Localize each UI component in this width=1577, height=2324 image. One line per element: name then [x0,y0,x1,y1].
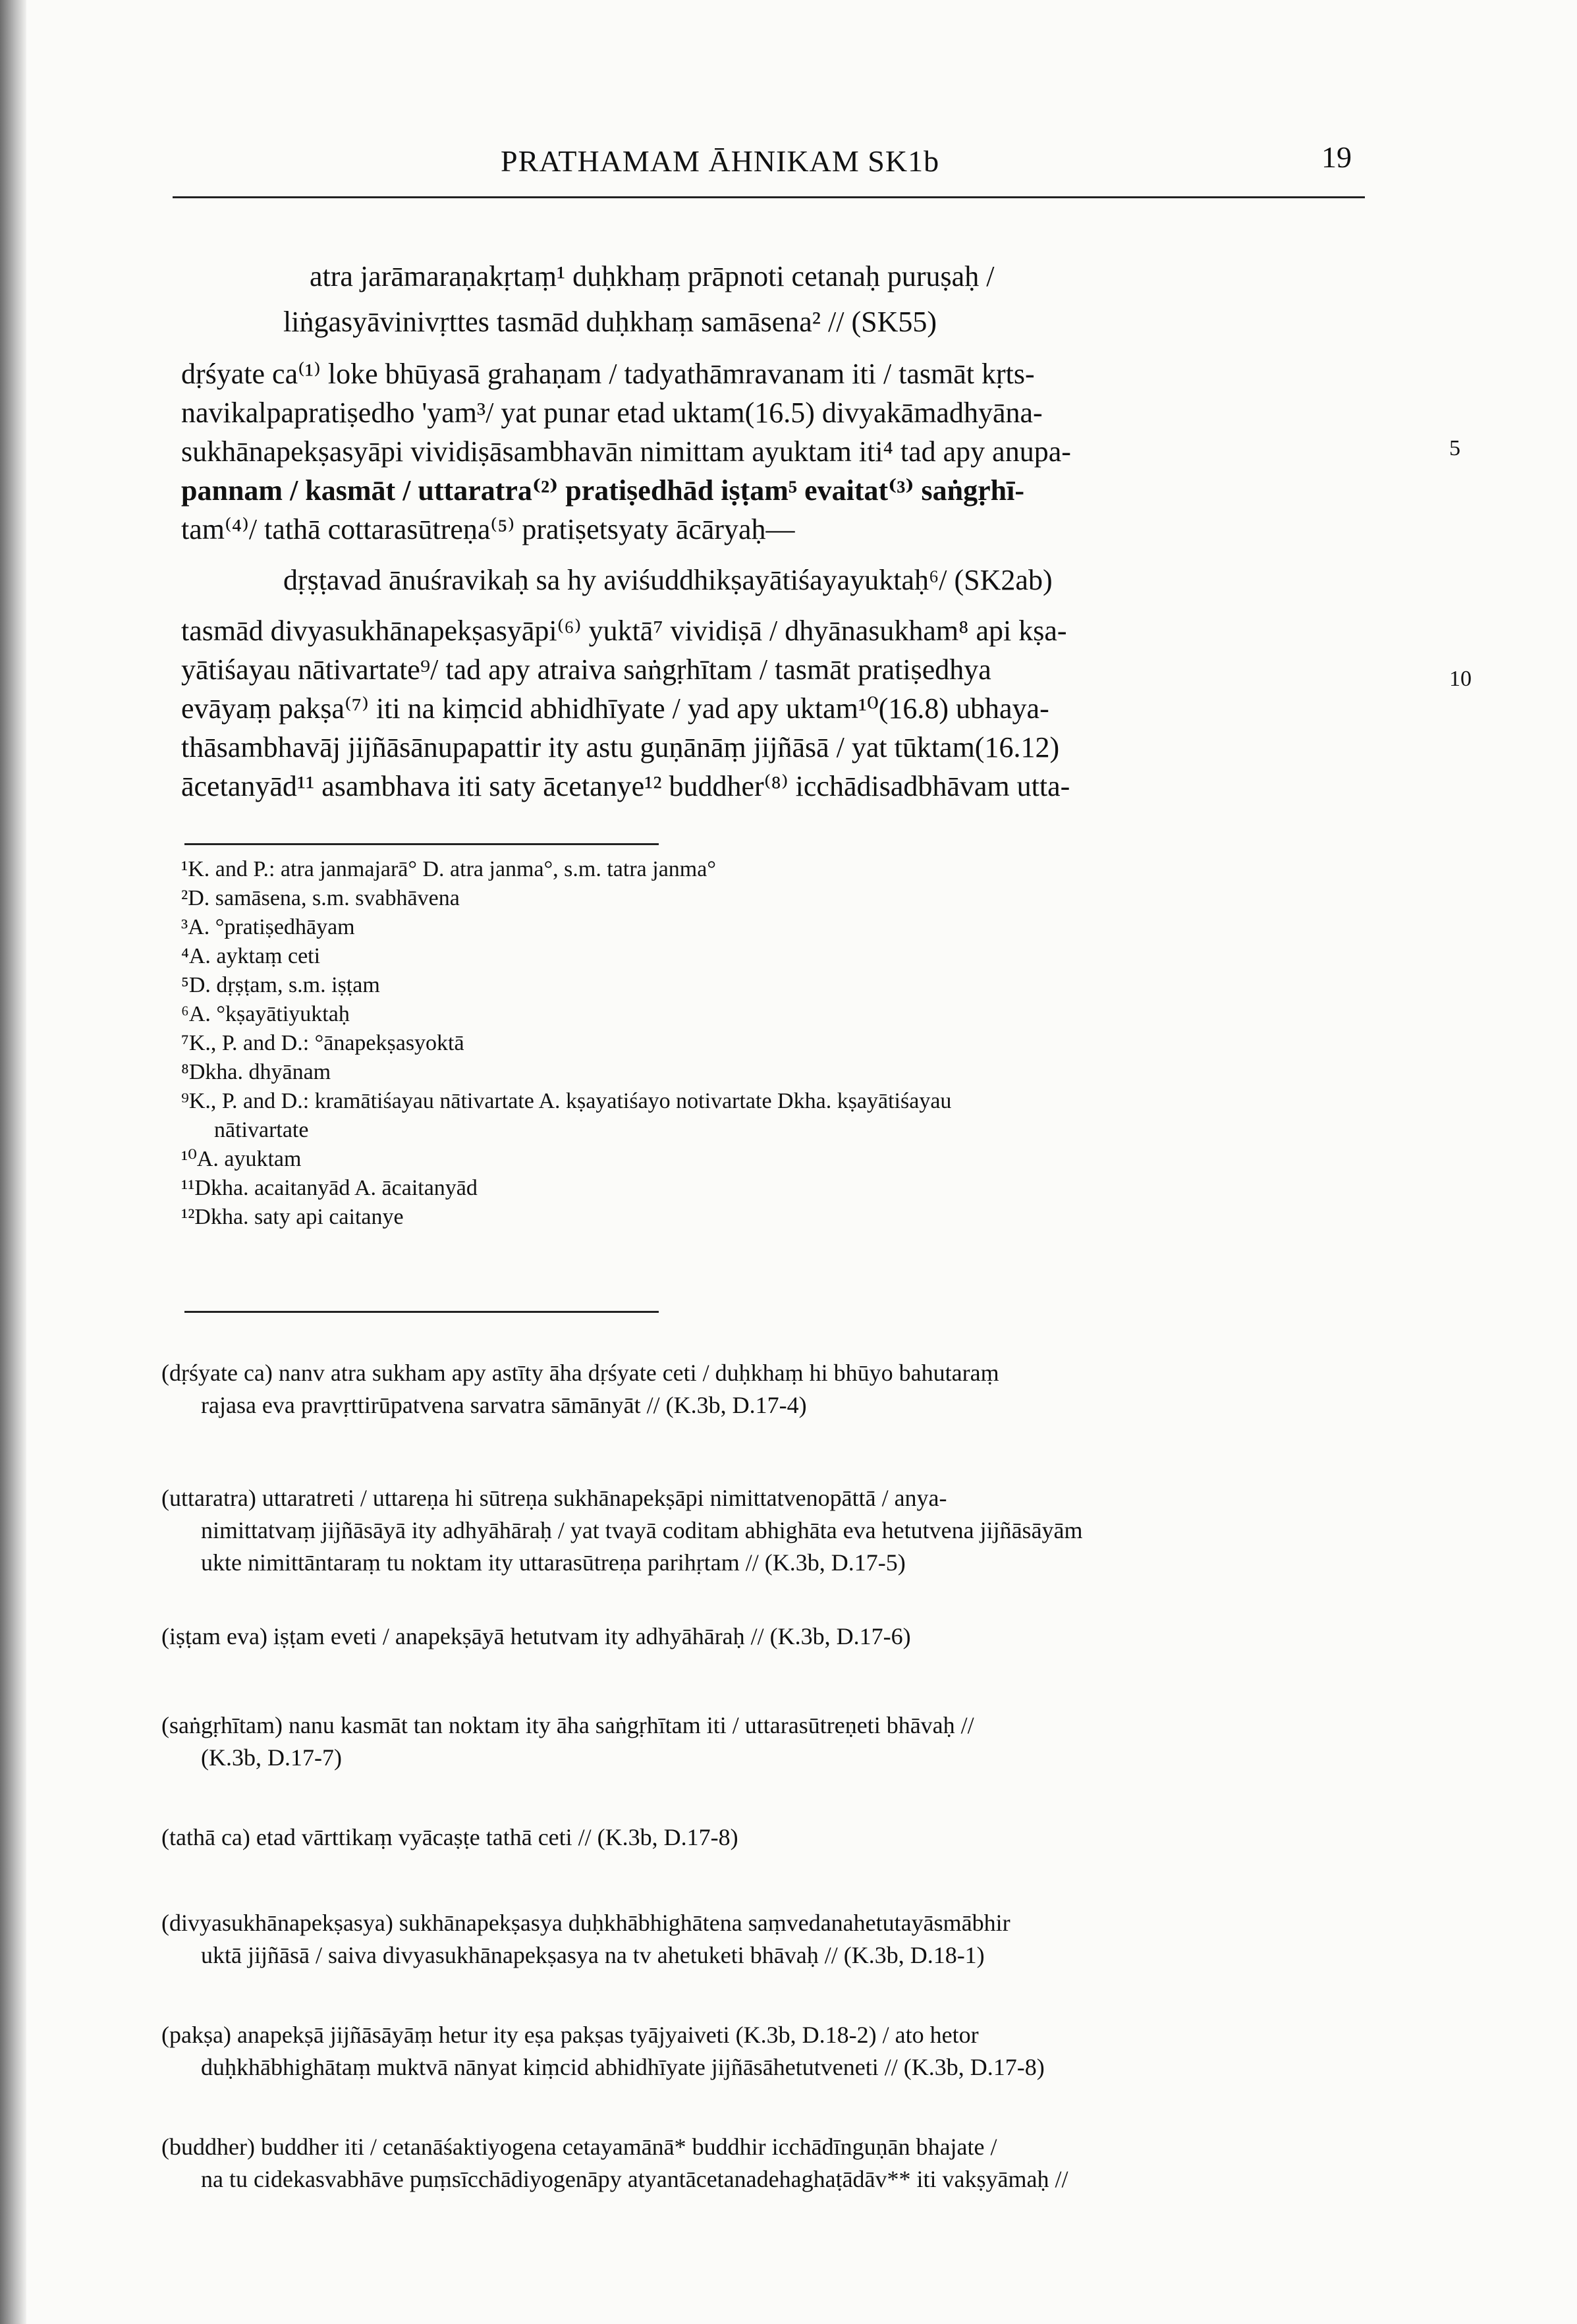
footnote: ¹²Dkha. saty api caitanye [181,1205,404,1229]
text-line: navikalpapratiṣedho 'yam³/ yat punar etad uktam(16.5) divyakāmadhyāna- [181,397,1043,429]
commentary-note-1 [161,1357,1400,1422]
commentary-rule [184,1311,659,1313]
footnote: ⁷K., P. and D.: °ānapekṣasyoktā [181,1031,464,1055]
text-line: thāsambhavāj jijñāsānupapattir ity astu guṇānāṃ jijñāsā / yat tūktam(16.12) [181,731,1060,763]
note-line: (dṛśyate ca) nanv atra sukham apy astīty āha dṛśyate ceti / duḥkhaṃ hi bhūyo bahutaraṃ [161,1360,999,1386]
note-line: (uttaratra) uttaratreti / uttareṇa hi sūtreṇa sukhānapekṣāpi nimittatvenopāttā / anya- [161,1485,947,1511]
running-header-title: PRATHAMAM ĀHNIKAM SK1b [501,144,940,178]
verse-line: dṛṣṭavad ānuśravikaḥ sa hy aviśuddhikṣayātiśayayuktaḥ⁶/ (SK2ab) [283,564,1053,596]
footnote: ⁴A. ayktaṃ ceti [181,944,321,968]
header-rule [173,196,1365,198]
note-line: (tathā ca) etad vārttikaṃ vyācaṣṭe tathā ceti // (K.3b, D.17-8) [161,1824,738,1850]
commentary-note-3 [161,1620,1400,1653]
note-line: na tu cidekasvabhāve puṃsīcchādiyogenāpy atyantācetanadehaghaṭādāv** iti vakṣyāmaḥ // [201,2166,1068,2192]
footnote: ²D. samāsena, s.m. svabhāvena [181,886,460,910]
text-line: ācetanyād¹¹ asambhava iti saty ācetanye¹² buddher⁽⁸⁾ icchādisadbhāvam utta- [181,770,1070,802]
footnote: ⁶A. °kṣayātiyuktaḥ [181,1002,350,1026]
note-line: duḥkhābhighātaṃ muktvā nānyat kiṃcid abhidhīyate jijñāsāhetutveneti // (K.3b, D.17-8) [201,2054,1045,2080]
verse-line: atra jarāmaraṇakṛtaṃ¹ duḥkhaṃ prāpnoti cetanaḥ puruṣaḥ / [310,260,995,292]
line-number-marker: 5 [1449,436,1460,460]
text-line: pannam / kasmāt / uttaratra⁽²⁾ pratiṣedhād iṣṭam⁵ evaitat⁽³⁾ saṅgṛhī- [181,474,1025,507]
footnote: ⁵D. dṛṣṭam, s.m. iṣṭam [181,973,380,997]
footnote: ¹¹Dkha. acaitanyād A. ācaitanyād [181,1176,478,1200]
note-line: (buddher) buddher iti / cetanāśaktiyogena cetayamānā* buddhir icchādīnguṇān bhajate / [161,2134,997,2160]
footnote: ⁸Dkha. dhyānam [181,1060,331,1084]
page-number: 19 [1321,140,1352,174]
verse-line: liṅgasyāvinivṛttes tasmād duḥkhaṃ samāsena² // (SK55) [283,306,937,338]
footnotes [181,855,1367,1232]
text-line: tasmād divyasukhānapekṣasyāpi⁽⁶⁾ yuktā⁷ vividiṣā / dhyānasukham⁸ api kṣa- [181,615,1067,647]
footnote: ⁹K., P. and D.: kramātiśayau nātivartate A. kṣayatiśayo notivartate Dkha. kṣayātiśayau [181,1089,952,1113]
text-line: dṛśyate ca⁽¹⁾ loke bhūyasā grahaṇam / tadyathāmravanam iti / tasmāt kṛts- [181,358,1035,390]
note-line: ukte nimittāntaraṃ tu noktam ity uttarasūtreṇa parihṛtam // (K.3b, D.17-5) [201,1549,906,1576]
commentary-note-2 [161,1482,1400,1579]
note-line: (iṣṭam eva) iṣṭam eveti / anapekṣāyā hetutvam ity adhyāhāraḥ // (K.3b, D.17-6) [161,1623,911,1649]
note-line: nimittatvaṃ jijñāsāyā ity adhyāhāraḥ / yat tvayā coditam abhighāta eva hetutvena jijñāsāyām [201,1517,1083,1543]
note-line: (divyasukhānapekṣasya) sukhānapekṣasya duḥkhābhighātena saṃvedanahetutayāsmābhir [161,1910,1010,1936]
commentary-note-7 [161,2019,1400,2084]
note-line: rajasa eva pravṛttirūpatvena sarvatra sāmānyāt // (K.3b, D.17-4) [201,1392,807,1418]
footnote-rule [184,843,659,845]
footnote: ¹⁰A. ayuktam [181,1147,302,1171]
text-line: tam⁽⁴⁾/ tathā cottarasūtreṇa⁽⁵⁾ pratiṣetsyaty ācāryaḥ— [181,513,795,545]
note-line: (K.3b, D.17-7) [201,1744,342,1771]
note-line: uktā jijñāsā / saiva divyasukhānapekṣasya na tv ahetuketi bhāvaḥ // (K.3b, D.18-1) [201,1942,985,1968]
main-text [181,257,1367,806]
text-line: sukhānapekṣasyāpi vividiṣāsambhavān nimittam ayuktam iti⁴ tad apy anupa- [181,435,1071,468]
commentary-note-8 [161,2131,1400,2196]
book-spine-shadow [0,0,26,2324]
line-number-marker: 10 [1449,667,1472,691]
text-line: evāyaṃ pakṣa⁽⁷⁾ iti na kiṃcid abhidhīyate / yad apy uktam¹⁰(16.8) ubhaya- [181,692,1049,725]
commentary-note-5 [161,1821,1400,1854]
note-line: (saṅgṛhītam) nanu kasmāt tan noktam ity āha saṅgṛhītam iti / uttarasūtreṇeti bhāvaḥ // [161,1712,974,1738]
footnote-continuation: nātivartate [214,1118,309,1142]
footnote: ³A. °pratiṣedhāyam [181,915,355,939]
commentary-note-4 [161,1709,1400,1774]
commentary-note-6 [161,1907,1400,1972]
text-line: yātiśayau nātivartate⁹/ tad apy atraiva saṅgṛhītam / tasmāt pratiṣedhya [181,653,991,686]
footnote: ¹K. and P.: atra janmajarā° D. atra janma°, s.m. tatra janma° [181,857,716,881]
note-line: (pakṣa) anapekṣā jijñāsāyāṃ hetur ity eṣa pakṣas tyājyaiveti (K.3b, D.18-2) / ato hetor [161,2022,979,2048]
